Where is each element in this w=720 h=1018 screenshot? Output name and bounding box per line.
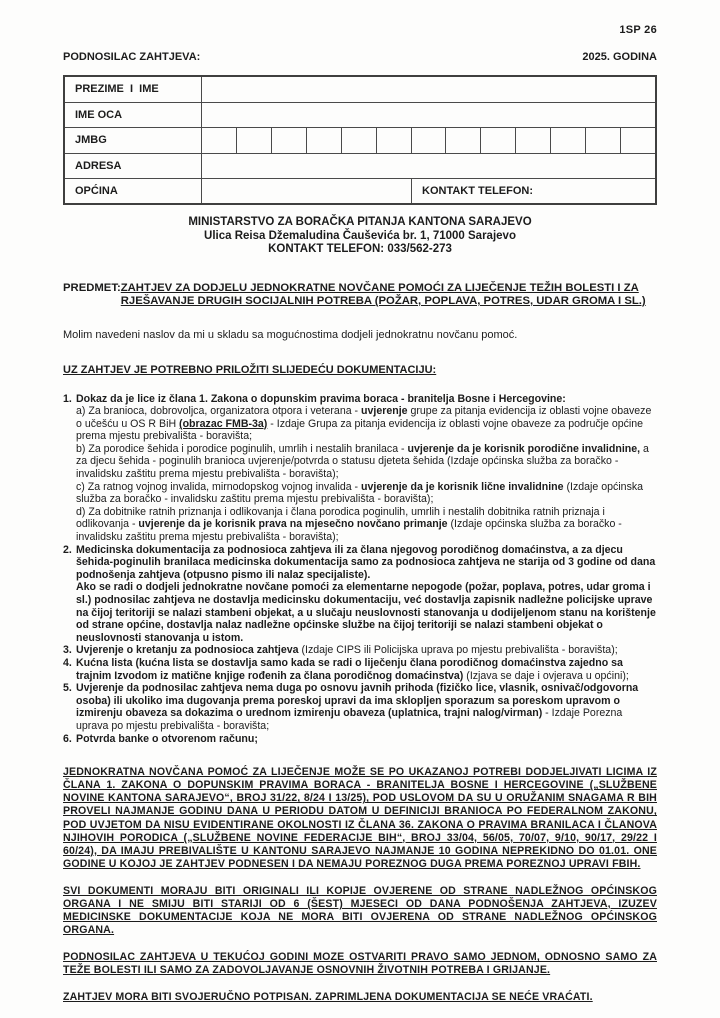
list-item-4: [63, 657, 657, 682]
jmbg-digit-cell: [271, 128, 306, 153]
jmbg-digit-cell: [202, 128, 236, 153]
item-1b-text2: a za djecu šehida - poginulih branioca uvjerenje/potvrda o statusu djeteta šehida (Izdaje općinska služba za boračko - invalidsku zaštitu prema mjestu prebivališta - boravišta);: [76, 442, 649, 481]
item-1-number: 1.: [63, 392, 72, 405]
item-1-head: [76, 393, 657, 406]
item-3-rest: (Izdaje CIPS ili Policijska uprava po mjestu prebivališta - boravišta);: [298, 644, 618, 657]
item-1c-text: c) Za ratnog vojnog invalida, mirnodopskog vojnog invalida -: [76, 480, 362, 493]
list-item-5: [63, 682, 657, 732]
item-2-cont-text: Ako se radi o dodjeli jednokratne novčane pomoći za elementarne nepogode (požar, poplava, potres, udar groma i sl.) podnosilac zahtjeva ne dostavlja medicinsku dokumentaciju, već dostavlja zapisnik nadležne policijske uprave na čijoj teritoriji se nalazi stambeni objekat, a u slučaju neuslovnosti stanovanja u dodijeljenom stanu na korištenje od strane općine, dostavlja nalaz nadležne općinske službe na čijoj teritoriji se nalazi stambeni objekat o neuslovnosti stanovanja u istom.: [76, 581, 656, 644]
list-item-2: [63, 544, 657, 645]
jmbg-digit-cell: [585, 128, 620, 153]
item-5-rest: - Izdaje Porezna uprava po mjestu prebivališta - boravišta;: [76, 707, 623, 732]
item-2-continuation: [76, 581, 657, 644]
item-1-head-text: Dokaz da je lice iz člana 1. Zakona o dopunskim pravima boraca - branitelja Bosne i Hercegovine:: [76, 392, 566, 405]
address-field: [202, 154, 655, 178]
jmbg-digit-cell: [236, 128, 271, 153]
form-code: 1SP 26: [619, 24, 657, 36]
jmbg-digit-cell: [445, 128, 480, 153]
item-4-bold: Kućna lista (kućna lista se dostavlja samo kada se radi o liječenju člana porodičnog domaćinstva zajedno sa trajnim Izvodom iz matične knjige rođenih za člana porodičnog domaćinstva): [76, 656, 623, 682]
item-1-sub-d: [76, 506, 657, 544]
documents-heading: UZ ZAHTJEV JE POTREBNO PRILOŽITI SLIJEDEĆU DOKUMENTACIJU:: [63, 363, 437, 376]
subject-title: ZAHTJEV ZA DODJELU JEDNOKRATNE NOVČANE POMOĆI ZA LIJEČENJE TEŽIH BOLESTI I ZA RJEŠAVANJE DRUGIH SOCIJALNIH POTREBA (POŽAR, POPLAVA, POTRES, UDAR GROMA I SL.): [120, 281, 646, 307]
item-1d-text: d) Za dobitnike ratnih priznanja i odlikovanja i člana porodica poginulih, umrlih i nestalih dobitnika ratnih priznaja i odlikovanja -: [76, 505, 605, 531]
item-1c-bold: uvjerenje da je korisnik lične invalidnine: [361, 480, 564, 493]
item-1a-text3: - Izdaje Grupa za pitanja evidencija iz oblasti vojne obaveze za područje općine prema mjestu prebivališta - boravišta;: [76, 417, 644, 443]
list-item-6: [63, 733, 657, 746]
intro-sentence: Molim navedeni naslov da mi u skladu sa mogućnostima dodjeli jednokratnu novčanu pomoć.: [63, 328, 518, 341]
item-3-number: 3.: [63, 644, 72, 657]
item-6-body: [76, 733, 657, 746]
applicant-table: [63, 75, 657, 205]
item-1a-form-ref: (obrazac FMB-3a): [179, 417, 268, 430]
jmbg-label: JMBG: [65, 128, 202, 153]
jmbg-digit-cell: [480, 128, 515, 153]
item-1-sub-b: [76, 443, 657, 481]
item-1-sub-c: [76, 481, 657, 506]
municipality-field: [202, 179, 412, 203]
item-3-bold: Uvjerenje o kretanju za podnosioca zahtjeva: [76, 644, 299, 657]
notices-block: [63, 766, 657, 1004]
notice-once-per-year: PODNOSILAC ZAHTJEVA U TEKUĆOJ GODINI MOZE OSTVARITI PRAVO SAMO JEDNOM, ODNOSNO SAMO ZA TEŽE BOLESTI ILI SAMO ZA ZADOVOLJAVANJE OSNOVNIH ŽIVOTNIH POTREBA I GRIJANJE.: [63, 951, 657, 977]
contact-phone-label: KONTAKT TELEFON:: [422, 185, 534, 197]
item-2-number: 2.: [63, 543, 72, 556]
item-2-head-text: Medicinska dokumentacija za podnosioca zahtjeva ili za člana njegovog porodičnog domaćinstva, a za djecu šehida-poginulih branilaca medicinska dokumentacija samo za podnosioca zahtjeva ne starija od 3 godine od dana podnošenja zahtjeva (otpusno pismo ili nalaz specijaliste).: [76, 543, 656, 581]
ministry-address: Ulica Reisa Džemaludina Čauševića br. 1, 71000 Sarajevo: [204, 229, 516, 242]
item-4-body: [76, 657, 657, 682]
ministry-phone: KONTAKT TELEFON: 033/562-273: [268, 243, 452, 255]
item-5-number: 5.: [63, 682, 72, 695]
ministry-name: MINISTARSTVO ZA BORAČKA PITANJA KANTONA SARAJEVO: [188, 216, 532, 228]
father-name-label: IME OCA: [65, 103, 202, 127]
item-2-head: [76, 544, 657, 582]
item-3-body: [76, 644, 657, 657]
item-1b-bold: uvjerenje da je korisnik porodične invalidnine,: [407, 442, 641, 455]
list-item-1: [63, 393, 657, 544]
address-label: ADRESA: [65, 154, 202, 178]
list-item-3: [63, 644, 657, 657]
notice-originals: SVI DOKUMENTI MORAJU BITI ORIGINALI ILI KOPIJE OVJERENE OD STRANE NADLEŽNOG OPĆINSKOG ORGANA I NE SMIJU BITI STARIJI OD 6 (ŠEST) MJESECI OD DANA PODNOŠENJA ZAHTJEVA, IZUZEV MEDICINSKE DOKUMENTACIJE KOJA NE MORA BITI OVJERENA OD STRANE NADLEŽNOG OPĆINSKOG ORGANA.: [63, 884, 657, 937]
header-row: [63, 51, 657, 63]
name-label: PREZIME I IME: [65, 77, 202, 102]
item-5-bold: Uvjerenje da podnosilac zahtjeva nema duga po osnovu javnih prihoda (fizičko lice, vlasnik, osnivač/odgovorna osoba) ili ukoliko ima dugovanja prema poreskoj upravi da ima sklopljen sporazum sa poreskom upravom o izmirenju obaveza sa dokazima o urednom izmirenju obaveza (uplatnica, trajni nalog/virman): [76, 682, 639, 720]
subject-line: [63, 282, 657, 309]
jmbg-digit-cell: [341, 128, 376, 153]
name-field: [202, 77, 655, 102]
jmbg-digit-cell: [376, 128, 411, 153]
municipality-label: OPĆINA: [65, 179, 202, 203]
document-list: [63, 393, 657, 746]
item-1a-bold: uvjerenje: [361, 405, 408, 418]
item-6-number: 6.: [63, 732, 72, 745]
item-1d-bold: uvjerenje da je korisnik prava na mjesečno novčano primanje: [138, 518, 448, 531]
jmbg-cells: [202, 128, 655, 153]
table-row-name: [65, 77, 655, 102]
item-1d-text2: (Izdaje općinska služba za boračko - invalidsku zaštitu prema mjestu prebivališta - boravišta);: [76, 518, 622, 544]
item-1b-text: b) Za porodice šehida i porodice poginulih, umrlih i nestalih branilaca -: [76, 442, 408, 455]
jmbg-digit-cell: [411, 128, 446, 153]
jmbg-digit-cell: [306, 128, 341, 153]
father-name-field: [202, 103, 655, 127]
item-5-body: [76, 682, 657, 732]
item-1a-text2: grupe za pitanja evidencija iz oblasti vojne obaveze o učešću u OS R BiH: [76, 405, 652, 430]
notice-eligibility: JEDNOKRATNA NOVČANA POMOĆ ZA LIJEČENJE MOŽE SE PO UKAZANOJ POTREBI DODJELJIVATI LICIMA IZ ČLANA 1. ZAKONA O DOPUNSKIM PRAVIMA BORACA - BRANITELJA BOSNE I HERCEGOVINE („SLUŽBENE NOVINE KANTONA SARAJEVO“, BROJ 31/22, 8/24 I 13/25), POD USLOVOM DA SU U ORUŽANIM SNAGAMA R BIH PROVELI NAJMANJE GODINU DANA U PERIODU DATOM U DEFINICIJI BRANIOCA PO FEDERALNOM ZAKONU, POD UVJETOM DA NISU EVIDENTIRANE OKOLNOSTI IZ ČLANA 36. ZAKONA O PRAVIMA BRANILACA I ČLANOVA NJIHOVIH PORODICA („SLUŽBENE NOVINE FEDERACIJE BIH“, BROJ 33/04, 56/05, 70/07, 9/10, 90/17, 29/22 I 60/24), DA IMAJU PREBIVALIŠTE U KANTONU SARAJEVO NAJMANJE 10 GODINA NEPREKIDNO DO 01.01. ONE GODINE U KOJOJ JE ZAHTJEV PODNESEN I DA NEMAJU POREZNOG DUGA PREMA POREZNOJ UPRAVI FBIH.: [63, 766, 657, 870]
table-row-address: [65, 153, 655, 178]
year-label: 2025. GODINA: [582, 51, 657, 63]
table-row-municipality: [65, 178, 655, 203]
subject-label: PREDMET:: [63, 281, 121, 294]
item-4-number: 4.: [63, 656, 72, 669]
table-row-father-name: [65, 102, 655, 127]
item-1c-text2: (Izdaje općinska služba za boračko - invalidsku zaštitu prema mjestu prebivališta - boravišta);: [76, 480, 644, 506]
applicant-label: PODNOSILAC ZAHTJEVA:: [63, 51, 201, 63]
item-6-bold: Potvrda banke o otvorenom računu;: [76, 732, 258, 745]
ministry-block: [63, 216, 657, 257]
item-1-sub-a: [76, 405, 657, 443]
notice-signature: ZAHTJEV MORA BITI SVOJERUČNO POTPISAN. ZAPRIMLJENA DOKUMENTACIJA SE NEĆE VRAĆATI.: [63, 991, 593, 1004]
item-4-rest: (Izjava se daje i ovjerava u općini);: [463, 669, 629, 682]
table-row-jmbg: [65, 127, 655, 153]
jmbg-digit-cell: [620, 128, 655, 153]
jmbg-digit-cell: [515, 128, 550, 153]
item-1a-text: a) Za branioca, dobrovoljca, organizatora otpora i veterana -: [76, 405, 362, 418]
jmbg-digit-cell: [550, 128, 585, 153]
